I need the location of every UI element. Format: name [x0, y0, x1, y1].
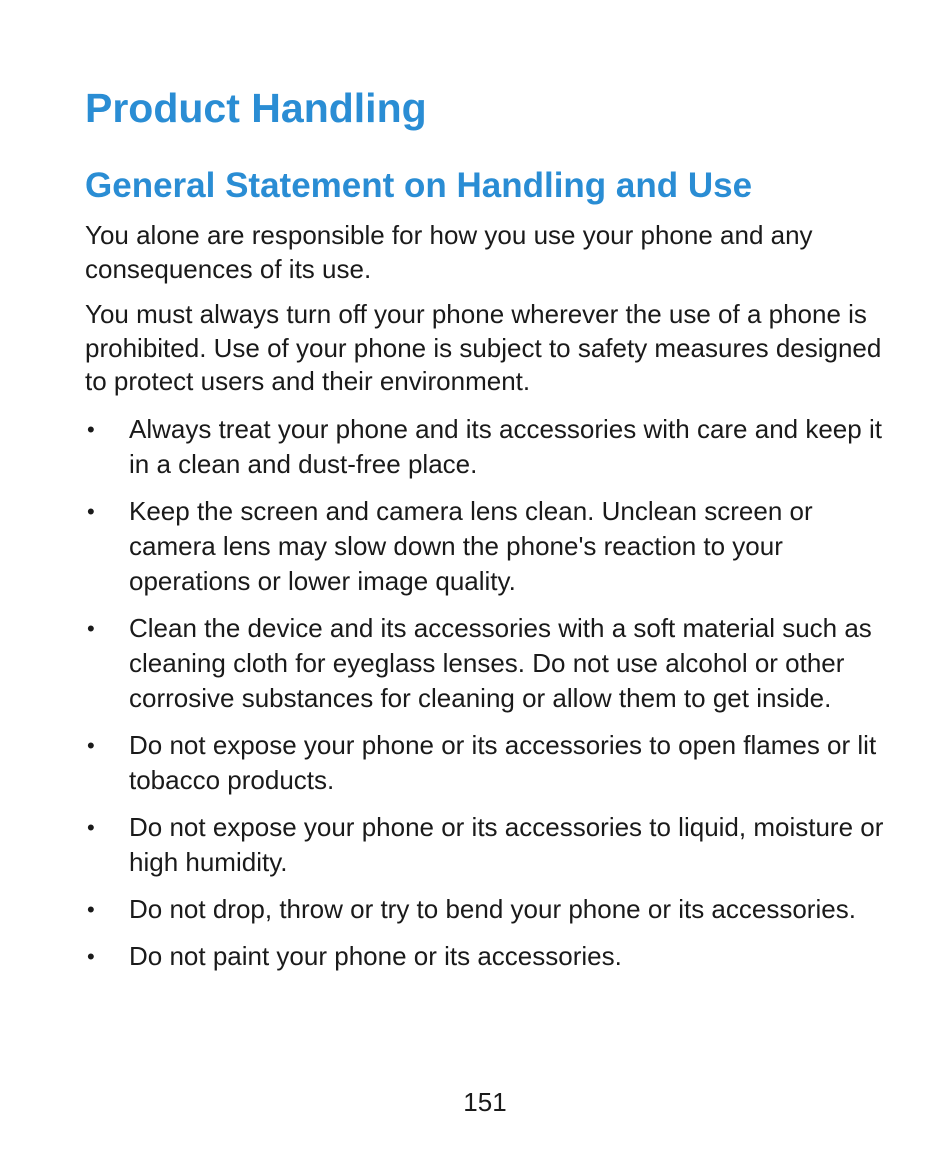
list-item-text: Always treat your phone and its accessories with care and keep it in a clean and dust-free place. — [129, 413, 882, 479]
bullet-icon: • — [87, 943, 95, 969]
list-item-text: Do not paint your phone or its accessories. — [129, 940, 622, 971]
list-item — [85, 728, 905, 798]
list-item — [85, 939, 905, 974]
list-item-text: Do not drop, throw or try to bend your phone or its accessories. — [129, 893, 856, 924]
paragraph-responsibility: You alone are responsible for how you use your phone and any consequences of its use. — [85, 220, 813, 284]
list-item — [85, 412, 905, 482]
bullet-icon: • — [87, 732, 95, 758]
section-heading: General Statement on Handling and Use — [85, 166, 753, 205]
page-number: 151 — [463, 1087, 507, 1117]
bullet-icon: • — [87, 615, 95, 641]
list-item-text: Do not expose your phone or its accessories to liquid, moisture or high humidity. — [129, 811, 884, 877]
list-item — [85, 611, 905, 716]
bullet-icon: • — [87, 416, 95, 442]
bullet-icon: • — [87, 498, 95, 524]
paragraph-turn-off: You must always turn off your phone wherever the use of a phone is prohibited. Use of your phone is subject to safety measures designed to protect users and their environment. — [85, 299, 882, 396]
page-title: Product Handling — [85, 85, 427, 131]
bullet-icon: • — [87, 814, 95, 840]
document-page — [85, 84, 905, 986]
bullet-icon: • — [87, 896, 95, 922]
list-item-text: Keep the screen and camera lens clean. Unclean screen or camera lens may slow down the phone's reaction to your operations or lower image quality. — [129, 495, 813, 596]
list-item-text: Do not expose your phone or its accessories to open flames or lit tobacco products. — [129, 729, 877, 795]
list-item-text: Clean the device and its accessories with a soft material such as cleaning cloth for eyeglass lenses. Do not use alcohol or other corrosive substances for cleaning or allow them to get inside. — [129, 612, 872, 713]
list-item — [85, 892, 905, 927]
list-item — [85, 494, 905, 599]
list-item — [85, 810, 905, 880]
handling-list — [85, 412, 905, 974]
